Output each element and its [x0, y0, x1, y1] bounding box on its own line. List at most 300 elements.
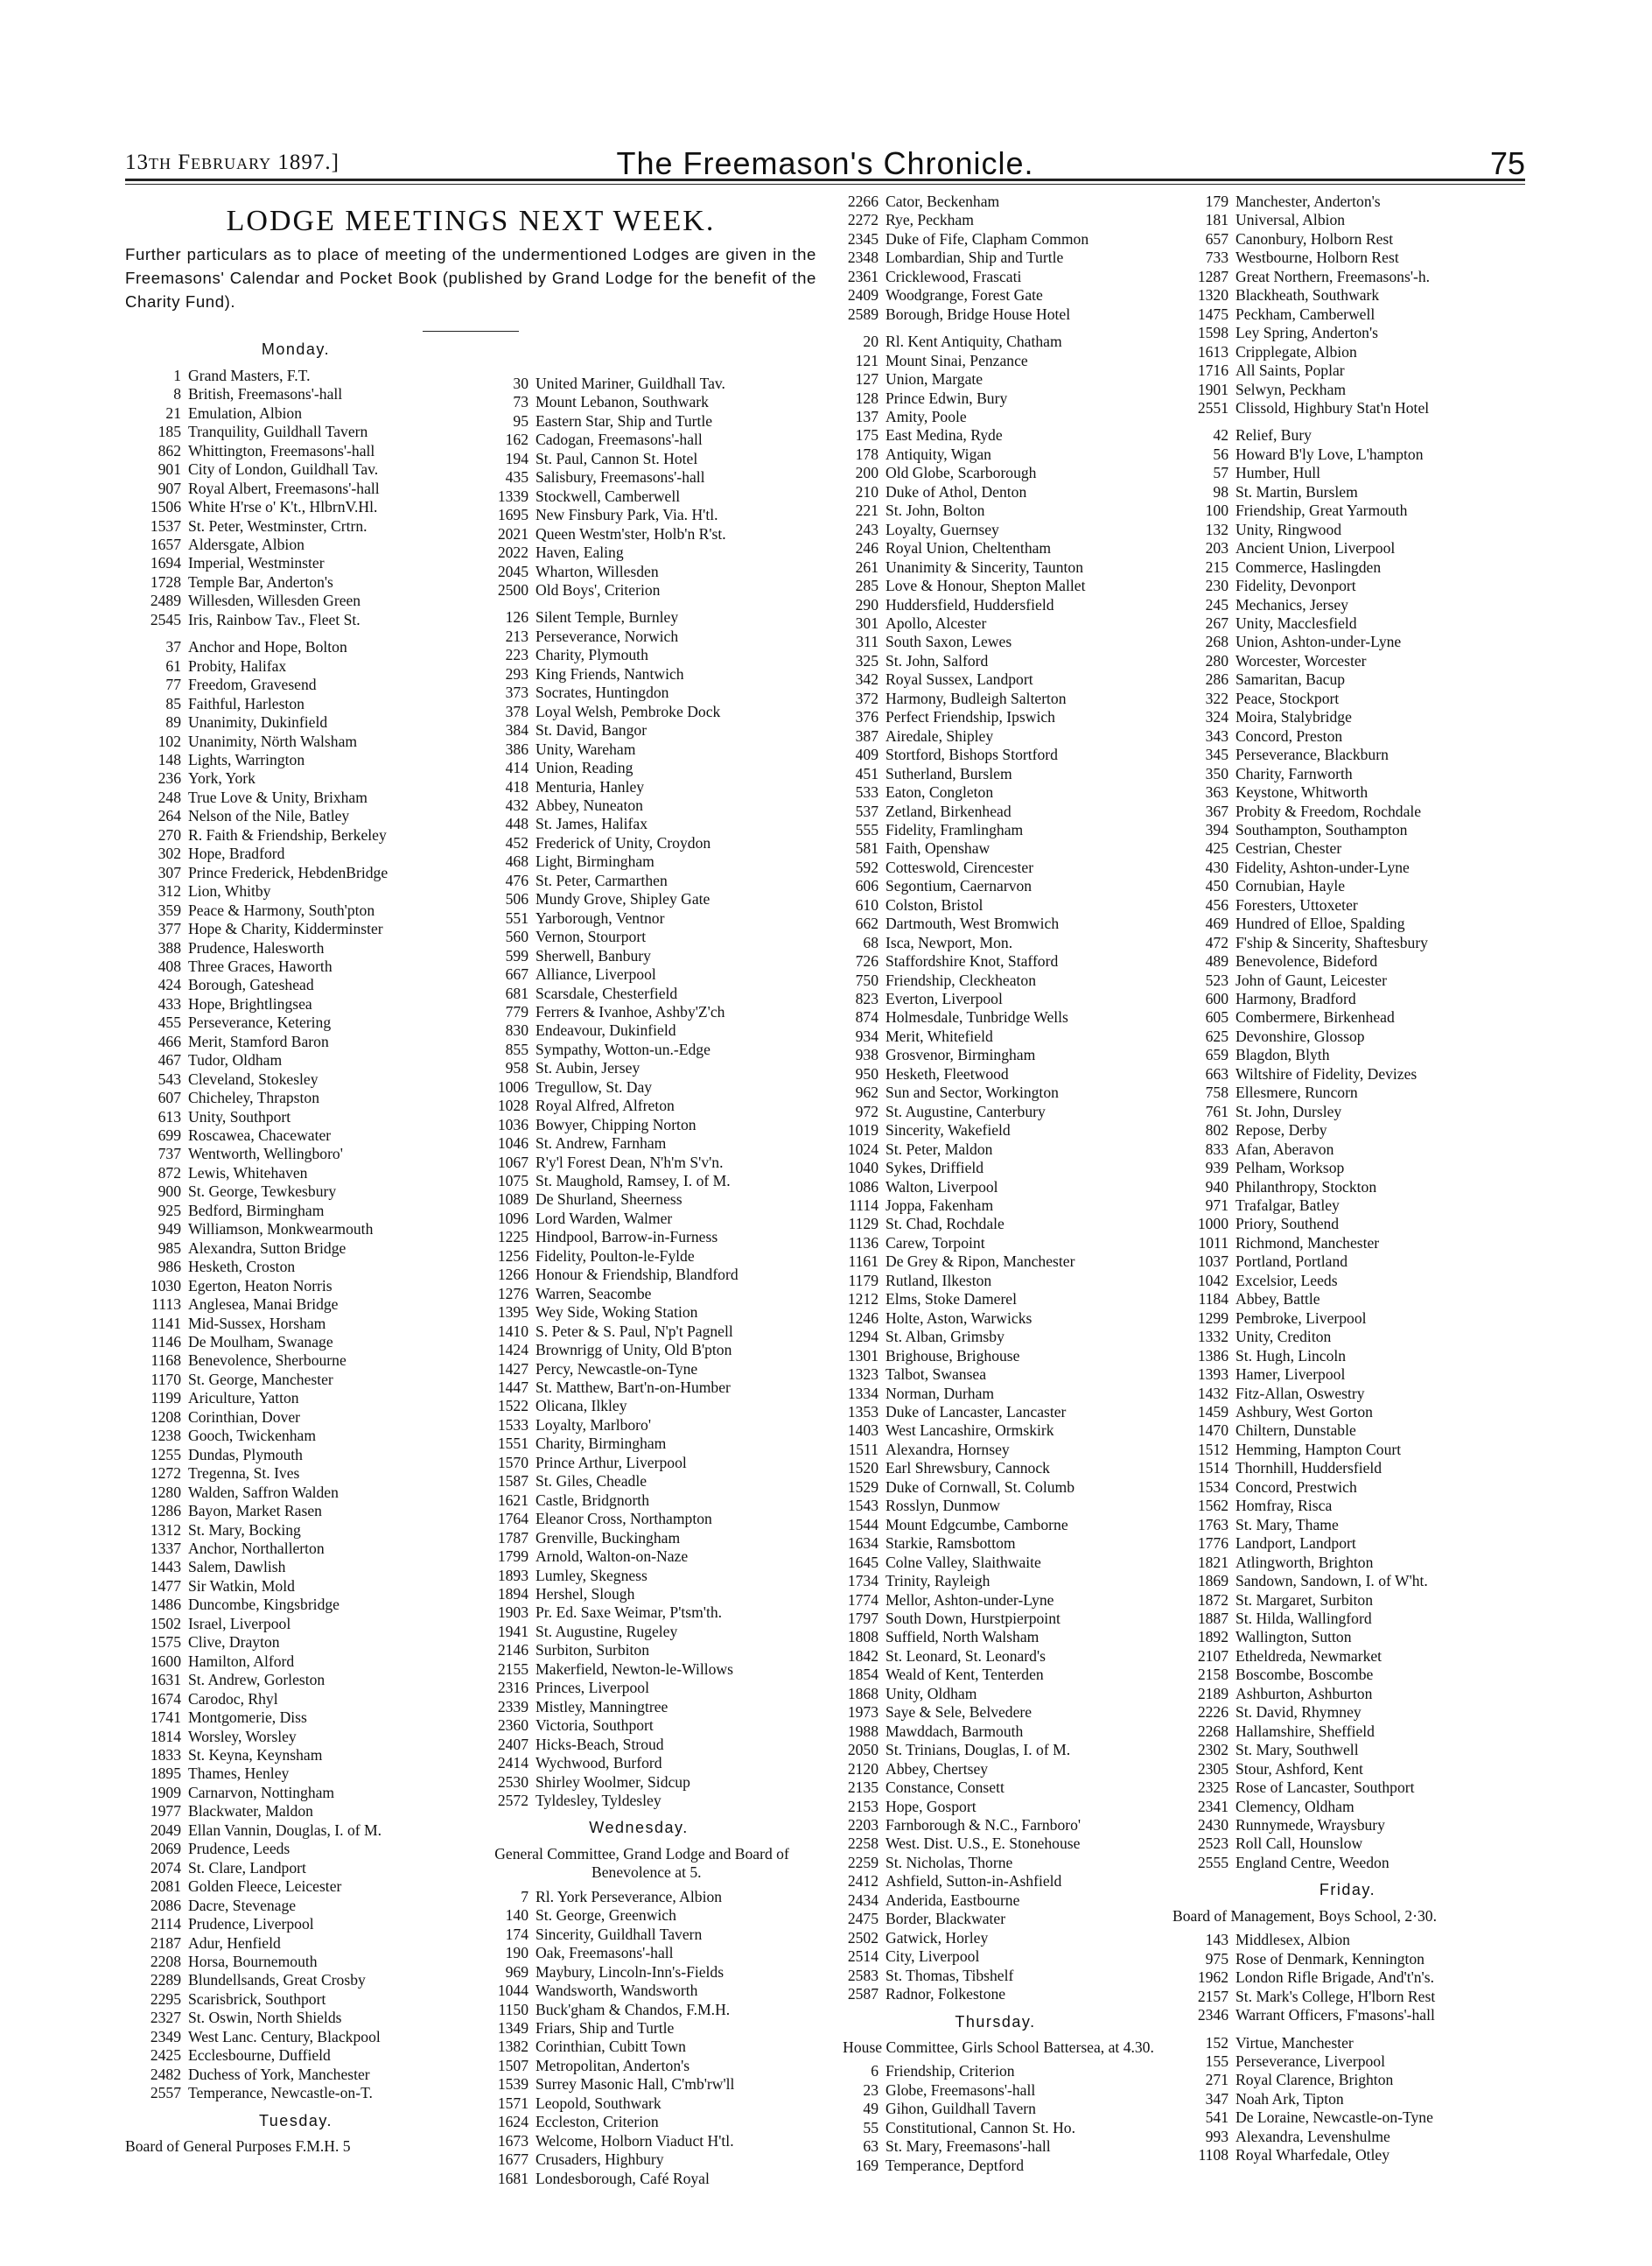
lodge-number: 433: [158, 994, 181, 1013]
lodge-entry: [822, 268, 1168, 286]
lodge-number: 23: [863, 2080, 878, 2099]
lodge-name-place: Lights, Warrington: [188, 750, 305, 768]
lodge-entry: [472, 1888, 805, 1906]
lodge-name-place: Peace & Harmony, South'pton: [188, 901, 375, 919]
lodge-name-place: Iris, Rainbow Tav., Fleet St.: [188, 610, 360, 628]
lodge-number: 377: [158, 920, 181, 938]
lodge-name-place: Constitutional, Cannon St. Ho.: [886, 2118, 1076, 2136]
lodge-name-place: Sympathy, Wotton-un.-Edge: [536, 1040, 710, 1058]
lodge-entry: [822, 934, 1168, 952]
lodge-number: 1988: [847, 1722, 878, 1740]
lodge-name-place: Constance, Consett: [886, 1778, 1004, 1797]
lodge-number: 1136: [848, 1233, 878, 1252]
lodge-name-place: Welcome, Holborn Viaduct H'tl.: [536, 2131, 734, 2150]
lodge-number: 1075: [497, 1172, 528, 1190]
lodge-name-place: Manchester, Anderton's: [1236, 193, 1381, 210]
lodge-number: 203: [1205, 539, 1228, 558]
lodge-name-place: Cornubian, Hayle: [1236, 877, 1346, 895]
lodge-name-place: Rye, Peckham: [886, 211, 974, 229]
lodge-name-place: Farnborough & N.C., Farnboro': [886, 1815, 1082, 1834]
lodge-entry: [1172, 746, 1522, 764]
masthead: [125, 147, 1525, 182]
lodge-entry: [822, 1891, 1168, 1910]
lodge-number: 1529: [847, 1477, 878, 1496]
lodge-name-place: St. Keyna, Keynsham: [188, 1745, 323, 1764]
lodge-number: 1901: [1197, 380, 1228, 398]
lodge-name-place: S. Peter & S. Paul, N'p't Pagnell: [536, 1322, 733, 1340]
lodge-name-place: Hicks-Beach, Stroud: [536, 1735, 664, 1753]
lodge-number: 1179: [848, 1271, 878, 1289]
lodge-entry: [1172, 399, 1522, 417]
lodge-name-place: Fidelity, Framlingham: [886, 820, 1024, 838]
lodge-number: 610: [855, 895, 878, 914]
lodge-entry: [125, 1220, 466, 1238]
lodge-entry: [822, 614, 1168, 633]
lodge-name-place: Emulation, Albion: [188, 403, 302, 422]
lodge-name-place: White H'rse o' K't., HlbrnV.Hl.: [188, 498, 378, 516]
lodge-entry: [822, 1572, 1168, 1590]
lodge-entry: [472, 1379, 805, 1397]
lodge-number: 1973: [847, 1703, 878, 1722]
lodge-entry: [1172, 1008, 1522, 1027]
lodge-entry: [125, 592, 466, 610]
lodge-entry: [125, 1126, 466, 1145]
lodge-name-place: Thornhill, Huddersfield: [1236, 1459, 1382, 1477]
lodge-name-place: Mundy Grove, Shipley Gate: [536, 890, 710, 909]
lodge-name-place: St. Maughold, Ramsey, I. of M.: [536, 1172, 731, 1190]
lodge-entry: [822, 1008, 1168, 1027]
lodge-number: 1507: [497, 2056, 528, 2074]
lodge-name-place: Prince Edwin, Bury: [886, 389, 1008, 407]
lodge-entry: [472, 740, 805, 759]
lodge-name-place: Ellesmere, Runcorn: [1236, 1084, 1358, 1102]
lodge-name-place: Sherwell, Banbury: [536, 946, 651, 965]
lodge-entry: [125, 2028, 466, 2046]
lodge-number: 2120: [847, 1759, 878, 1778]
lodge-number: 2345: [847, 229, 878, 248]
lodge-name-place: Ellan Vannin, Douglas, I. of M.: [188, 1821, 382, 1839]
lodge-entry: [1172, 1722, 1522, 1741]
lodge-entry: [1172, 1760, 1522, 1778]
lodge-name-place: King Friends, Nantwich: [536, 664, 684, 683]
lodge-entry: [472, 525, 805, 544]
lodge-entry: [1172, 381, 1522, 399]
lodge-entry: [472, 1641, 805, 1659]
lodge-number: 350: [1205, 764, 1228, 782]
lodge-name-place: Cator, Beckenham: [886, 193, 1000, 210]
lodge-number: 1459: [1197, 1403, 1228, 1421]
lodge-entry: [822, 464, 1168, 482]
lodge-number: 1512: [1197, 1440, 1228, 1458]
lodge-name-place: Unity, Oldham: [886, 1684, 977, 1702]
lodge-number: 245: [1205, 595, 1228, 614]
lodge-number: 1395: [497, 1303, 528, 1322]
lodge-name-place: Starkie, Ramsbottom: [886, 1534, 1016, 1553]
lodge-name-place: West Lancashire, Ormskirk: [886, 1421, 1054, 1440]
lodge-name-place: Afan, Aberavon: [1236, 1140, 1334, 1158]
lodge-name-place: Hope, Brightlingsea: [188, 994, 312, 1013]
lodge-entry: [822, 1666, 1168, 1684]
lodge-name-place: Everton, Liverpool: [886, 990, 1003, 1008]
lodge-entry: [822, 1610, 1168, 1628]
lodge-number: 425: [1205, 839, 1228, 858]
lodge-name-place: Ecclesbourne, Duffield: [188, 2046, 331, 2065]
lodge-number: 347: [1205, 2089, 1228, 2108]
lodge-name-place: R'y'l Forest Dean, N'h'm S'v'n.: [536, 1153, 724, 1171]
lodge-entry: [125, 1351, 466, 1370]
lodge-entry: [822, 333, 1168, 351]
lodge-entry: [1172, 1666, 1522, 1684]
lodge-number: 1677: [497, 2150, 528, 2169]
lodge-entry: [1172, 1028, 1522, 1046]
lodge-entry: [472, 1698, 805, 1716]
lodge-number: 1028: [497, 1097, 528, 1115]
lodge-entry: [125, 1971, 466, 1989]
lodge-entry: [822, 1234, 1168, 1252]
lodge-entry: [1172, 268, 1522, 286]
lodge-name-place: St. Hugh, Lincoln: [1236, 1346, 1347, 1365]
lodge-entry: [125, 733, 466, 751]
lodge-entry: [1172, 1121, 1522, 1140]
lodge-entry: [125, 826, 466, 845]
lodge-name-place: Perseverance, Norwich: [536, 627, 679, 645]
lodge-entry: [1172, 1685, 1522, 1703]
lodge-name-place: Middlesex, Albion: [1236, 1931, 1350, 1949]
lodge-number: 230: [1205, 577, 1228, 595]
lodge-number: 1694: [150, 554, 181, 572]
lodge-entry: [472, 1059, 805, 1077]
lodge-number: 466: [158, 1032, 181, 1050]
lodge-number: 324: [1205, 708, 1228, 726]
lodge-name-place: Grand Masters, F.T.: [188, 366, 311, 384]
lodge-number: 1036: [497, 1115, 528, 1133]
lodge-number: 270: [158, 825, 181, 844]
lodge-number: 89: [165, 713, 181, 732]
lodge-name-place: Socrates, Huntingdon: [536, 684, 669, 702]
day-heading: Tuesday.: [258, 2111, 333, 2129]
lodge-number: 2545: [150, 610, 181, 628]
lodge-number: 2475: [847, 1910, 878, 1928]
lodge-number: 1537: [150, 516, 181, 535]
lodge-number: 605: [1205, 1008, 1228, 1027]
lodge-number: 1019: [847, 1121, 878, 1140]
lodge-number: 2081: [150, 1877, 181, 1896]
lodge-number: 1764: [497, 1510, 528, 1528]
lodge-number: 1349: [497, 2018, 528, 2037]
lodge-number: 1575: [150, 1633, 181, 1652]
lodge-entry: [472, 1510, 805, 1528]
lodge-name-place: Unity, Macclesfield: [1236, 614, 1357, 632]
lodge-name-place: Duke of Fife, Clapham Common: [886, 229, 1089, 248]
group-gap: [822, 324, 1168, 333]
lodge-entry: [472, 815, 805, 833]
lodge-entry: [472, 684, 805, 702]
lodge-number: 1544: [847, 1515, 878, 1533]
lodge-number: 1962: [1197, 1968, 1228, 1987]
lodge-number: 2272: [847, 211, 878, 229]
lodge-name-place: St. Augustine, Rugeley: [536, 1622, 678, 1640]
lodge-entry: [1172, 1591, 1522, 1610]
lodge-name-place: Benevolence, Sherbourne: [188, 1351, 346, 1370]
lodge-entry: [472, 1926, 805, 1944]
lodge-number: 1170: [150, 1370, 181, 1388]
lodge-number: 1673: [497, 2131, 528, 2150]
lodge-number: 1872: [1197, 1590, 1228, 1609]
lodge-name-place: Sun and Sector, Workington: [886, 1084, 1059, 1102]
lodge-name-place: Alexandra, Sutton Bridge: [188, 1238, 346, 1257]
lodge-number: 1634: [847, 1534, 878, 1553]
lodge-name-place: St. Margaret, Surbiton: [1236, 1590, 1374, 1609]
lodge-name-place: Perseverance, Blackburn: [1236, 746, 1389, 764]
lodge-number: 659: [1205, 1046, 1228, 1064]
lodge-entry: [1172, 1459, 1522, 1477]
lodge-entry: [472, 1021, 805, 1040]
lodge-name-place: Apollo, Alcester: [886, 614, 987, 632]
lodge-number: 551: [505, 909, 528, 927]
lodge-name-place: Elms, Stoke Damerel: [886, 1290, 1018, 1308]
lodge-name-place: Alexandra, Levenshulme: [1236, 2127, 1390, 2145]
lodge-entry: [822, 1196, 1168, 1215]
lodge-name-place: Loyalty, Marlboro': [536, 1415, 651, 1434]
lodge-entry: [472, 1454, 805, 1472]
lodge-name-place: Benevolence, Bideford: [1236, 952, 1378, 971]
lodge-entry: [1172, 877, 1522, 895]
lodge-number: 1238: [150, 1427, 181, 1445]
lodge-name-place: Hope, Bradford: [188, 845, 285, 863]
lodge-entry: [472, 2057, 805, 2075]
lodge-number: 376: [855, 708, 878, 726]
lodge-name-place: Relief, Bury: [1236, 426, 1312, 445]
lodge-name-place: Surbiton, Surbiton: [536, 1641, 650, 1659]
lodge-entry: [822, 445, 1168, 464]
lodge-name-place: Castle, Bridgnorth: [536, 1491, 649, 1509]
lodge-number: 37: [165, 638, 181, 656]
lodge-number: 2482: [150, 2065, 181, 2083]
lodge-number: 1382: [497, 2038, 528, 2056]
lodge-name-place: Anchor and Hope, Bolton: [188, 638, 347, 656]
lodge-entry: [472, 1210, 805, 1228]
lodge-name-place: Mellor, Ashton-under-Lyne: [886, 1590, 1054, 1609]
lodge-entry: [472, 506, 805, 524]
lodge-number: 20: [863, 333, 878, 351]
lodge-number: 681: [505, 984, 528, 1002]
lodge-entry: [125, 676, 466, 694]
lodge-entry: [1172, 1968, 1522, 1987]
lodge-entry: [125, 2084, 466, 2102]
lodge-entry: [125, 1389, 466, 1407]
lodge-name-place: Queen Westm'ster, Holb'n R'st.: [536, 524, 726, 543]
lodge-number: 2208: [150, 1952, 181, 1970]
lodge-name-place: Grosvenor, Birmingham: [886, 1046, 1036, 1064]
lodge-number: 248: [158, 788, 181, 806]
lodge-entry: [1172, 1741, 1522, 1759]
lodge-number: 2155: [497, 1659, 528, 1678]
lodge-number: 1184: [1198, 1290, 1228, 1308]
lodge-number: 2557: [150, 2084, 181, 2102]
lodge-name-place: Faithful, Harleston: [188, 694, 304, 712]
lodge-entry: [125, 958, 466, 976]
lodge-name-place: Anglesea, Manai Bridge: [188, 1295, 339, 1314]
lodge-number: 592: [855, 858, 878, 876]
lodge-entry: [125, 751, 466, 769]
lodge-name-place: Duchess of York, Manchester: [188, 2065, 370, 2083]
lodge-number: 657: [1205, 229, 1228, 248]
lodge-entry: [822, 1872, 1168, 1891]
lodge-number: 969: [505, 1962, 528, 1981]
lodge-name-place: Thames, Henley: [188, 1764, 290, 1783]
lodge-number: 874: [855, 1008, 878, 1027]
lodge-entry: [1172, 558, 1522, 577]
lodge-number: 2187: [150, 1933, 181, 1952]
lodge-name-place: Gihon, Guildhall Tavern: [886, 2100, 1036, 2118]
lodge-number: 1301: [847, 1346, 878, 1365]
lodge-name-place: Aldersgate, Albion: [188, 535, 304, 553]
lodge-number: 2555: [1197, 1853, 1228, 1871]
lodge-number: 455: [158, 1014, 181, 1032]
lodge-name-place: St. Andrew, Farnham: [536, 1134, 667, 1153]
lodge-name-place: Peace, Stockport: [1236, 689, 1340, 707]
lodge-number: 132: [1205, 520, 1228, 538]
lodge-number: 1108: [1198, 2146, 1228, 2164]
lodge-name-place: Hamilton, Alford: [188, 1652, 295, 1670]
lodge-entry: [472, 1228, 805, 1246]
lodge-number: 1386: [1197, 1346, 1228, 1365]
lodge-number: 285: [855, 577, 878, 595]
lodge-number: 21: [165, 403, 181, 422]
lodge-number: 1006: [497, 1077, 528, 1096]
lodge-number: 271: [1205, 2071, 1228, 2089]
lodge-name-place: Rl. Kent Antiquity, Chatham: [886, 333, 1062, 351]
lodge-number: 409: [855, 746, 878, 764]
lodge-entry: [1172, 690, 1522, 708]
lodge-name-place: Brownrigg of Unity, Old B'pton: [536, 1341, 732, 1359]
lodge-entry: [822, 1478, 1168, 1497]
lodge-entry: [822, 305, 1168, 324]
lodge-name-place: Union, Reading: [536, 759, 634, 777]
lodge-entry: [472, 1472, 805, 1491]
lodge-number: 1534: [1197, 1477, 1228, 1496]
group-gap: [1172, 417, 1522, 426]
lodge-number: 6: [871, 2062, 878, 2080]
lodge-name-place: Bowyer, Chipping Norton: [536, 1115, 696, 1133]
lodge-name-place: Sutherland, Burslem: [886, 764, 1012, 782]
lodge-entry: [822, 1985, 1168, 2003]
lodge-entry: [125, 657, 466, 676]
lodge-number: 1539: [497, 2075, 528, 2094]
lodge-entry: [125, 554, 466, 572]
lodge-entry: [822, 408, 1168, 426]
lodge-entry: [472, 1134, 805, 1153]
lodge-name-place: Sir Watkin, Mold: [188, 1576, 295, 1595]
lodge-name-place: Unity, Ringwood: [1236, 520, 1342, 538]
column-3: [822, 193, 1168, 2175]
lodge-number: 2414: [497, 1754, 528, 1772]
lodge-number: 1312: [150, 1520, 181, 1539]
lodge-number: 1842: [847, 1646, 878, 1665]
column-4-list: [1172, 193, 1522, 2165]
lodge-entry: [822, 1497, 1168, 1515]
lodge-entry: [822, 1534, 1168, 1553]
lodge-name-place: Corinthian, Cubitt Town: [536, 2038, 686, 2056]
lodge-name-place: Holmesdale, Tunbridge Wells: [886, 1008, 1068, 1027]
lodge-number: 467: [158, 1051, 181, 1070]
lodge-name-place: St. Paul, Cannon St. Hotel: [536, 449, 698, 467]
lodge-name-place: Abbey, Nuneaton: [536, 796, 643, 814]
lodge-entry: [472, 1397, 805, 1415]
lodge-entry: [125, 713, 466, 732]
lodge-name-place: Portland, Portland: [1236, 1252, 1348, 1271]
lodge-entry: [1172, 1140, 1522, 1159]
lodge-entry: [822, 1816, 1168, 1835]
lodge-entry: [472, 1172, 805, 1190]
lodge-number: 359: [158, 901, 181, 919]
lodge-entry: [1172, 1421, 1522, 1440]
lodge-entry: [472, 928, 805, 946]
lodge-name-place: Wychwood, Burford: [536, 1754, 662, 1772]
lodge-name-place: Cestrian, Chester: [1236, 839, 1342, 858]
lodge-name-place: Walden, Saffron Walden: [188, 1483, 339, 1501]
lodge-entry: [1172, 1778, 1522, 1797]
lodge-entry: [472, 1660, 805, 1679]
lodge-name-place: Mechanics, Jersey: [1236, 595, 1348, 614]
lodge-name-place: Rosslyn, Dunmow: [886, 1497, 1000, 1515]
lodge-entry: [472, 2075, 805, 2094]
lodge-entry: [1172, 652, 1522, 670]
lodge-entry: [1172, 249, 1522, 267]
lodge-number: 387: [855, 726, 878, 745]
lodge-number: 1514: [1197, 1459, 1228, 1477]
lodge-entry: [125, 995, 466, 1014]
lodge-name-place: Rose of Denmark, Kennington: [1236, 1949, 1424, 1968]
lodge-name-place: Repose, Derby: [1236, 1121, 1327, 1140]
lodge-name-place: Chicheley, Thrapston: [188, 1089, 320, 1107]
lodge-number: 215: [1205, 558, 1228, 576]
day-heading: Wednesday.: [589, 1819, 689, 1837]
lodge-name-place: St. Alban, Grimsby: [886, 1328, 1004, 1346]
lodge-entry: [125, 1558, 466, 1576]
lodge-number: 993: [1205, 2127, 1228, 2145]
lodge-name-place: Buck'gham & Chandos, F.M.H.: [536, 2000, 731, 2018]
lodge-entry: [822, 2157, 1168, 2175]
lodge-name-place: Combermere, Birkenhead: [1236, 1008, 1395, 1027]
lodge-name-place: St. George, Tewkesbury: [188, 1182, 337, 1201]
lodge-name-place: Endeavour, Dukinfield: [536, 1021, 676, 1040]
lodge-entry: [472, 488, 805, 506]
lodge-number: 432: [505, 796, 528, 814]
lodge-number: 581: [855, 839, 878, 858]
lodge-number: 1424: [497, 1341, 528, 1359]
lodge-entry: [125, 920, 466, 938]
lodge-entry: [822, 1910, 1168, 1928]
lodge-number: 1763: [1197, 1515, 1228, 1533]
lodge-entry: [472, 1190, 805, 1209]
lodge-number: 2514: [847, 1947, 878, 1966]
lodge-name-place: John of Gaunt, Leicester: [1236, 971, 1387, 989]
lodge-name-place: Worsley, Worsley: [188, 1727, 297, 1745]
lodge-entry: [472, 1097, 805, 1115]
lodge-number: 607: [158, 1089, 181, 1107]
lodge-entry: [125, 1164, 466, 1182]
lodge-number: 2430: [1197, 1815, 1228, 1834]
lodge-number: 1893: [497, 1566, 528, 1584]
lodge-name-place: Roll Call, Hounslow: [1236, 1835, 1363, 1853]
lodge-name-place: R. Faith & Friendship, Berkeley: [188, 825, 387, 844]
lodge-name-place: Hershel, Slough: [536, 1585, 635, 1603]
lodge-name-place: St. Leonard, St. Leonard's: [886, 1646, 1046, 1665]
lodge-number: 1294: [847, 1328, 878, 1346]
lodge-entry: [125, 1764, 466, 1783]
lodge-number: 1533: [497, 1415, 528, 1434]
